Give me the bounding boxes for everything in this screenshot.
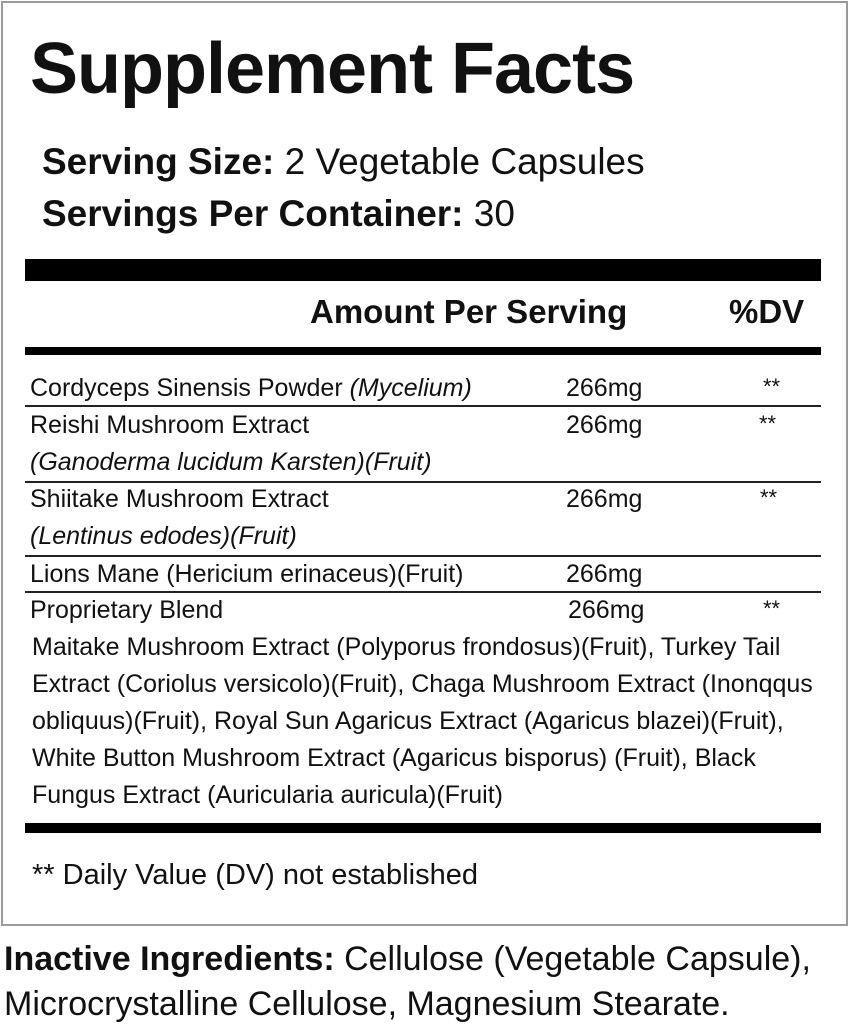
- dv-footnote: ** Daily Value (DV) not established: [32, 859, 478, 891]
- amount-column-header: Amount Per Serving: [310, 293, 628, 330]
- servings-per-container: [42, 189, 515, 239]
- ingredient-amount: 266mg: [566, 485, 643, 513]
- blend-description: Maitake Mushroom Extract (Polyporus frondosus)(Fruit), Turkey Tail Extract (Coriolus versicolo)(Fruit), Chaga Mushroom Extract (Inonqqus obliquus)(Fruit), Royal Sun Agaricus Extract (Agaricus blazei)(Fruit), White Button Mushroom Extract (Agaricus bisporus) (Fruit), Black Fungus Extract (Auricularia auricula)(Fruit): [32, 633, 813, 809]
- ingredient-amount: 266mg: [568, 596, 645, 624]
- ingredient-shiitake-sub: [30, 518, 297, 554]
- inactive-ingredients: [4, 937, 850, 1027]
- ingredient-sub: (Ganoderma lucidum Karsten)(Fruit): [30, 448, 432, 476]
- ingredient-amount: 266mg: [566, 374, 643, 402]
- supplement-facts-panel: [1, 1, 848, 926]
- ingredient-name: Cordyceps Sinensis Powder: [30, 374, 350, 402]
- ingredient-lions-mane: Lions Mane (Hericium erinaceus)(Fruit): [30, 560, 464, 588]
- ingredient-sub: (Lentinus edodes)(Fruit): [30, 522, 297, 550]
- dv-column-header: %DV: [729, 293, 805, 330]
- ingredient-proprietary-blend: Proprietary Blend: [30, 596, 224, 624]
- thick-divider-bottom: [25, 823, 821, 833]
- inactive-label: Inactive Ingredients:: [4, 940, 335, 978]
- serving-size-value: 2 Vegetable Capsules: [284, 141, 645, 182]
- ingredient-amount: 266mg: [566, 560, 643, 588]
- serving-size-label: Serving Size:: [42, 141, 275, 182]
- servings-per-container-value: 30: [473, 193, 515, 234]
- panel-title: Supplement Facts: [30, 29, 635, 109]
- inactive-text: Cellulose (Vegetable Capsule), Microcrystalline Cellulose, Magnesium Stearate.: [4, 940, 811, 1023]
- ingredient-dv: **: [760, 485, 778, 510]
- serving-size: [42, 137, 645, 187]
- ingredient-reishi-sub: [30, 444, 432, 480]
- ingredient-cordyceps: [30, 370, 472, 406]
- ingredient-note: (Mycelium): [349, 374, 472, 402]
- ingredient-reishi: Reishi Mushroom Extract: [30, 411, 310, 439]
- ingredient-shiitake: Shiitake Mushroom Extract: [30, 485, 329, 513]
- ingredient-dv: **: [763, 596, 781, 621]
- ingredient-dv: **: [763, 374, 781, 399]
- ingredient-amount: 266mg: [566, 411, 643, 439]
- servings-per-container-label: Servings Per Container:: [42, 193, 464, 234]
- medium-divider: [25, 347, 821, 355]
- ingredient-dv: **: [759, 411, 777, 436]
- thick-divider-top: [25, 259, 821, 281]
